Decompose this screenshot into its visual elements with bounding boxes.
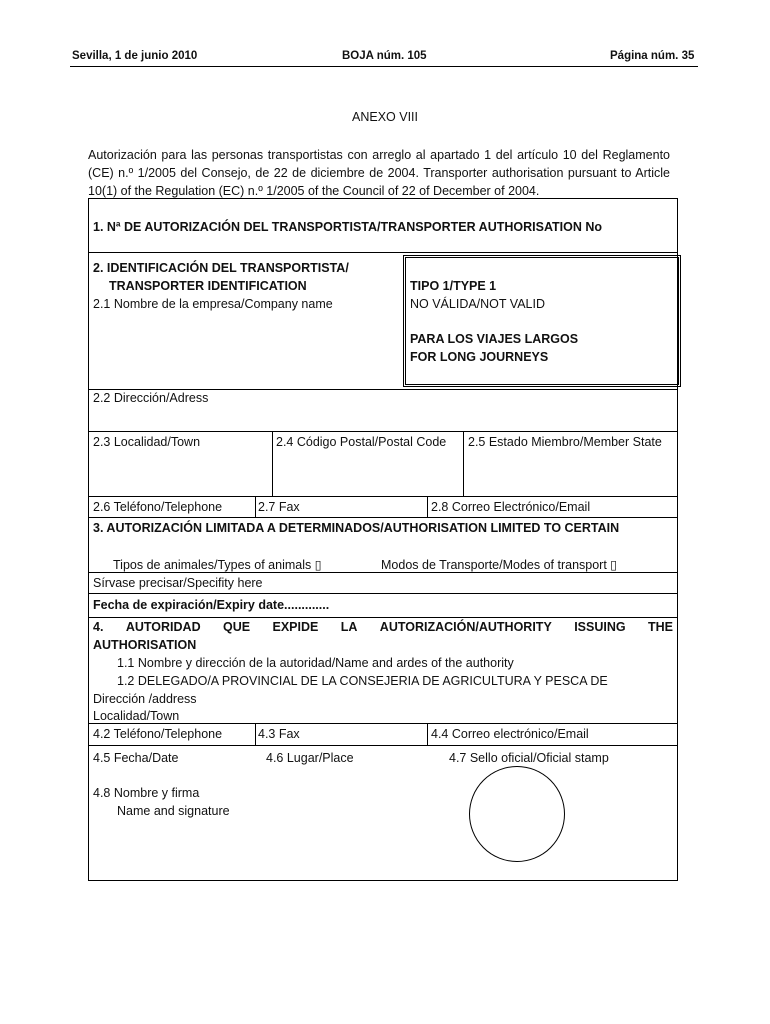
fax-label: 2.7 Fax [258,500,300,514]
type-journey-en: FOR LONG JOURNEYS [410,350,549,364]
section-3-title: 3. AUTORIZACIÓN LIMITADA A DETERMINADOS/AUTHORISATION LIMITED TO CERTAIN [93,521,620,535]
date-label: 4.5 Fecha/Date [93,751,179,765]
expiry-date-label: Fecha de expiración/Expiry date............. [93,598,330,612]
rule-s4-contact [89,745,677,746]
official-stamp-circle [469,766,565,862]
rule-address [89,431,677,432]
type-title: TIPO 1/TYPE 1 [410,279,497,293]
email-label: 2.8 Correo Electrónico/Email [431,500,591,514]
animal-types-label: Tipos de animales/Types of animals ▯ [113,558,322,572]
s4-word: AUTORIZACIÓN/AUTHORITY [379,620,552,634]
authority-email-label: 4.4 Correo electrónico/Email [431,727,589,741]
authority-town-label: Localidad/Town [93,709,180,723]
name-signature-label-en: Name and signature [117,804,230,818]
address-label: 2.2 Dirección/Adress [93,391,209,405]
type-journey-es: PARA LOS VIAJES LARGOS [410,332,579,346]
s4-word: AUTORIDAD [125,620,201,634]
authority-telephone-label: 4.2 Teléfono/Telephone [93,727,223,741]
postal-code-label: 2.4 Código Postal/Postal Code [276,435,447,449]
vline-phone-fax [255,496,256,517]
rule-phone [89,517,677,518]
vline-s4-fax-email [427,723,428,745]
rule-s3 [89,572,677,573]
rule-specify [89,593,677,594]
s4-word: 4. [93,620,104,634]
name-signature-label: 4.8 Nombre y firma [93,786,200,800]
authorisation-form [88,198,678,881]
annex-title: ANEXO VIII [352,110,418,124]
header-journal: BOJA núm. 105 [342,50,427,62]
rule-s2 [89,389,677,390]
rule-s1 [89,252,677,253]
s4-word: EXPIDE [272,620,319,634]
authority-name-label: 1.1 Nombre y dirección de la autoridad/Name and ardes of the authority [117,656,514,670]
header-rule [70,66,698,67]
header-date: Sevilla, 1 de junio 2010 [72,50,198,62]
authority-fax-label: 4.3 Fax [258,727,300,741]
vline-fax-email [427,496,428,517]
official-stamp-label: 4.7 Sello oficial/Oficial stamp [449,751,609,765]
header-page-number: Página núm. 35 [610,50,695,62]
section-4-title-line2: AUTHORISATION [93,638,197,652]
transport-modes-label: Modos de Transporte/Modes of transport ▯ [381,558,618,572]
s4-word: QUE [223,620,251,634]
s4-word: ISSUING [574,620,626,634]
s4-word: LA [340,620,358,634]
rule-town [89,496,677,497]
section-2-title: 2. IDENTIFICACIÓN DEL TRANSPORTISTA/ [93,261,349,275]
section-4-title [93,620,673,634]
vline-town-postal [272,431,273,496]
section-2-subtitle: TRANSPORTER IDENTIFICATION [109,279,307,293]
vline-s4-phone-fax [255,723,256,745]
type-validity: NO VÁLIDA/NOT VALID [410,297,545,311]
authority-delegate-label: 1.2 DELEGADO/A PROVINCIAL DE LA CONSEJERIA DE AGRICULTURA Y PESCA DE [117,674,608,688]
vline-postal-state [463,431,464,496]
authority-address-label: Dirección /address [93,692,197,706]
type-box [403,255,681,387]
specify-label: Sírvase precisar/Specifity here [93,576,263,590]
company-name-label: 2.1 Nombre de la empresa/Company name [93,297,333,311]
member-state-label: 2.5 Estado Miembro/Member State [468,435,662,449]
town-label: 2.3 Localidad/Town [93,435,201,449]
rule-expiry [89,617,677,618]
intro-paragraph: Autorización para las personas transportistas con arreglo al apartado 1 del artículo 10 del Reglamento (CE) n.º 1/2005 del Consejo, de 22 de diciembre de 2004. Transporter authorisation pursuant to Article 10(1) of the Regulation (EC) n.º 1/2005 of the Council of 22 of December of 2004. [88,148,670,198]
s4-word: THE [647,620,673,634]
rule-s4 [89,723,677,724]
telephone-label: 2.6 Teléfono/Telephone [93,500,223,514]
place-label: 4.6 Lugar/Place [266,751,354,765]
section-1-title: 1. Nª DE AUTORIZACIÓN DEL TRANSPORTISTA/TRANSPORTER AUTHORISATION No [93,220,603,234]
